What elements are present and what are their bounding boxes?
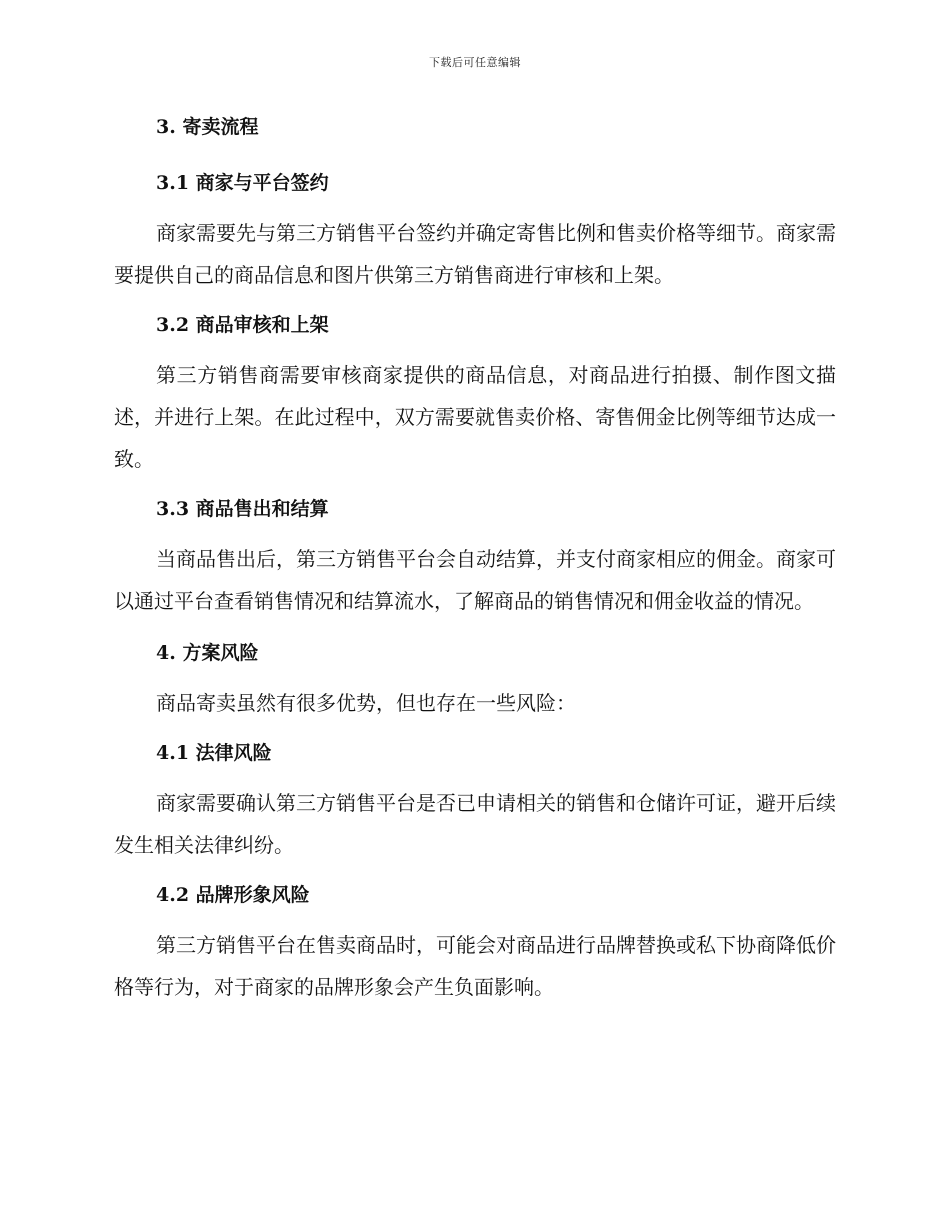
section-heading-3-2: 3.2 商品审核和上架 [156,314,329,336]
section-heading-3-1: 3.1 商家与平台签约 [156,172,329,194]
paragraph-3-3: 当商品售出后，第三方销售平台会自动结算，并支付商家相应的佣金。商家可以通过平台查看销售情况和结算流水，了解商品的销售情况和佣金收益的情况。 [114,547,836,613]
section-heading-4-2: 4.2 品牌形象风险 [156,884,310,906]
paragraph-4-2: 第三方销售平台在售卖商品时，可能会对商品进行品牌替换或私下协商降低价格等行为，对于商家的品牌形象会产生负面影响。 [114,933,836,999]
paragraph-4: 商品寄卖虽然有很多优势，但也存在一些风险： [156,691,576,715]
section-heading-3-3: 3.3 商品售出和结算 [156,498,329,520]
section-heading-4-1: 4.1 法律风险 [156,742,272,764]
paragraph-3-1: 商家需要先与第三方销售平台签约并确定寄售比例和售卖价格等细节。商家需要提供自己的商品信息和图片供第三方销售商进行审核和上架。 [114,221,836,287]
paragraph-3-2: 第三方销售商需要审核商家提供的商品信息，对商品进行拍摄、制作图文描述，并进行上架。在此过程中，双方需要就售卖价格、寄售佣金比例等细节达成一致。 [114,363,836,471]
section-heading-4: 4. 方案风险 [156,642,259,664]
page-header-note: 下载后可任意编辑 [429,56,521,69]
document-body [114,110,836,1008]
section-heading-3: 3. 寄卖流程 [156,116,259,138]
paragraph-4-1: 商家需要确认第三方销售平台是否已申请相关的销售和仓储许可证，避开后续发生相关法律纠纷。 [114,791,836,857]
